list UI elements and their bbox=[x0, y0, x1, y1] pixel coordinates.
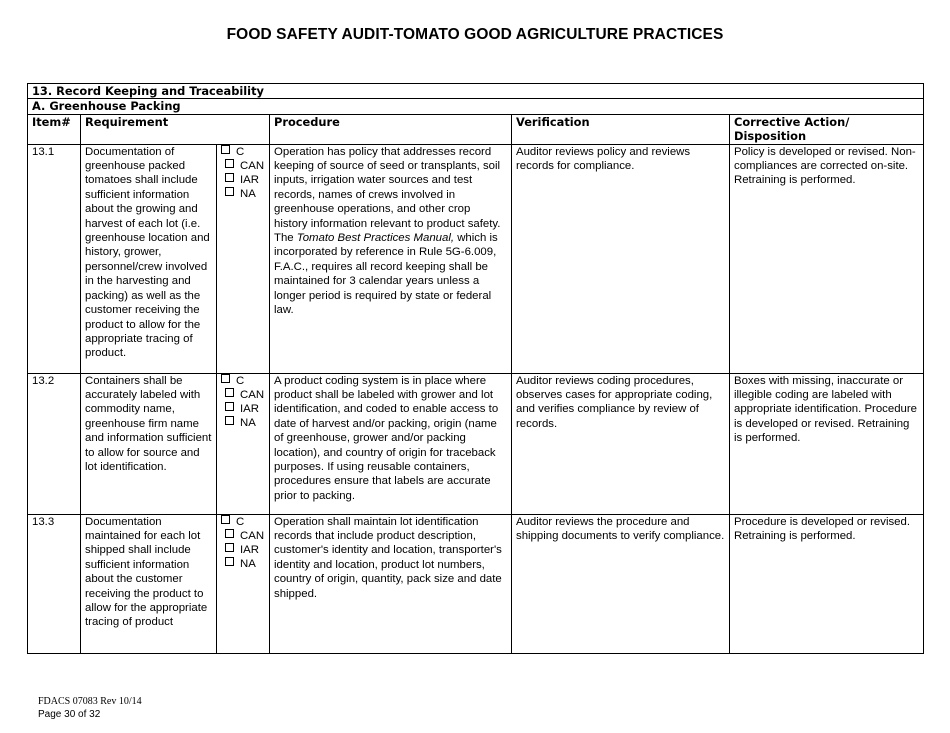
checkbox-icon bbox=[225, 529, 234, 538]
checkbox-icon bbox=[225, 159, 234, 168]
procedure-cell: Operation shall maintain lot identification records that include product description, customer's identity and location, transporter's identity and location, product lot numbers, country of origin, quantity, pack size and date shipped. bbox=[270, 514, 512, 653]
option-c[interactable] bbox=[221, 374, 265, 388]
option-can[interactable] bbox=[221, 529, 265, 543]
page-title: FOOD SAFETY AUDIT-TOMATO GOOD AGRICULTURE PRACTICES bbox=[226, 26, 724, 43]
col-header-verification: Verification bbox=[512, 114, 730, 144]
checkbox-icon bbox=[221, 145, 230, 154]
option-iar[interactable] bbox=[221, 543, 265, 557]
compliance-options bbox=[217, 144, 270, 373]
compliance-options bbox=[217, 514, 270, 653]
col-header-item: Item# bbox=[28, 114, 81, 144]
verification-cell: Auditor reviews coding procedures, observes cases for appropriate coding, and verifies compliance by review of records. bbox=[512, 373, 730, 514]
option-label: IAR bbox=[240, 543, 259, 556]
option-na[interactable] bbox=[221, 557, 265, 571]
option-label: NA bbox=[240, 416, 256, 429]
procedure-text: Operation has policy that addresses record keeping of source of seed or transplants, soil inputs, irrigation water sources and test records, names of crews involved in greenhouse operations, and other crop history information relevant to product safety. The bbox=[274, 145, 501, 245]
corrective-cell: Policy is developed or revised. Non-compliances are corrected on-site. Retraining is performed. bbox=[730, 144, 924, 373]
table-row bbox=[28, 373, 924, 514]
corrective-cell: Procedure is developed or revised. Retraining is performed. bbox=[730, 514, 924, 653]
item-number: 13.3 bbox=[28, 514, 81, 653]
checkbox-icon bbox=[225, 173, 234, 182]
option-label: CAN bbox=[240, 159, 265, 172]
option-label: C bbox=[236, 515, 245, 528]
option-iar[interactable] bbox=[221, 173, 265, 187]
option-label: CAN bbox=[240, 529, 265, 542]
requirement-cell: Containers shall be accurately labeled with commodity name, greenhouse firm name and information sufficient to allow for source and lot identification. bbox=[81, 373, 217, 514]
subsection-heading: A. Greenhouse Packing bbox=[28, 99, 924, 114]
option-label: NA bbox=[240, 187, 256, 200]
col-header-corrective: Corrective Action/ Disposition bbox=[730, 114, 924, 144]
page-number: Page 30 of 32 bbox=[38, 708, 101, 720]
requirement-cell: Documentation maintained for each lot shipped shall include sufficient information about the customer receiving the product to allow for the appropriate tracing of product bbox=[81, 514, 217, 653]
section-heading: 13. Record Keeping and Traceability bbox=[28, 84, 924, 99]
option-label: C bbox=[236, 145, 245, 158]
option-label: IAR bbox=[240, 173, 259, 186]
checkbox-icon bbox=[225, 416, 234, 425]
option-label: C bbox=[236, 374, 245, 387]
header-row bbox=[28, 114, 924, 144]
table-row bbox=[28, 144, 924, 373]
option-can[interactable] bbox=[221, 388, 265, 402]
audit-table bbox=[27, 83, 924, 654]
verification-cell: Auditor reviews the procedure and shipping documents to verify compliance. bbox=[512, 514, 730, 653]
manual-title: Tomato Best Practices Manual, bbox=[296, 232, 455, 245]
procedure-text-cont: which is incorporated by reference in Rule 5G-6.009, F.A.C., requires all record keeping shall be maintained for 3 calendar years unless a longer period is required by state or federal law. bbox=[274, 232, 498, 317]
checkbox-icon bbox=[225, 388, 234, 397]
checkbox-icon bbox=[221, 374, 230, 383]
option-label: CAN bbox=[240, 388, 265, 401]
option-c[interactable] bbox=[221, 145, 265, 159]
option-label: IAR bbox=[240, 402, 259, 415]
procedure-cell: A product coding system is in place where product shall be labeled with grower and lot identification, and coded to enable access to date of harvest and/or packing, origin (name of greenhouse, grower and/or packing location), and country of origin for traceback purposes. If using reusable containers, procedures ensure that labels are accurate prior to packing. bbox=[270, 373, 512, 514]
form-id: FDACS 07083 Rev 10/14 bbox=[38, 696, 142, 707]
checkbox-icon bbox=[225, 543, 234, 552]
option-na[interactable] bbox=[221, 416, 265, 430]
col-header-procedure: Procedure bbox=[270, 114, 512, 144]
item-number: 13.1 bbox=[28, 144, 81, 373]
table-row bbox=[28, 514, 924, 653]
page-footer bbox=[38, 696, 142, 721]
compliance-options bbox=[217, 373, 270, 514]
checkbox-icon bbox=[221, 515, 230, 524]
option-na[interactable] bbox=[221, 187, 265, 201]
option-can[interactable] bbox=[221, 159, 265, 173]
verification-cell: Auditor reviews policy and reviews records for compliance. bbox=[512, 144, 730, 373]
option-label: NA bbox=[240, 557, 256, 570]
checkbox-icon bbox=[225, 402, 234, 411]
option-c[interactable] bbox=[221, 515, 265, 529]
option-iar[interactable] bbox=[221, 402, 265, 416]
item-number: 13.2 bbox=[28, 373, 81, 514]
section-row bbox=[28, 84, 924, 99]
subsection-row bbox=[28, 99, 924, 114]
corrective-cell: Boxes with missing, inaccurate or illegible coding are labeled with appropriate identification. Procedure is developed or revised. Retraining is performed. bbox=[730, 373, 924, 514]
checkbox-icon bbox=[225, 187, 234, 196]
checkbox-icon bbox=[225, 557, 234, 566]
procedure-cell bbox=[270, 144, 512, 373]
requirement-cell: Documentation of greenhouse packed tomatoes shall include sufficient information about the growing and harvest of each lot (i.e. greenhouse location and history, grower, personnel/crew involved in the harvesting and packing) as well as the customer receiving the product to allow for the appropriate tracing of product. bbox=[81, 144, 217, 373]
col-header-requirement: Requirement bbox=[81, 114, 270, 144]
